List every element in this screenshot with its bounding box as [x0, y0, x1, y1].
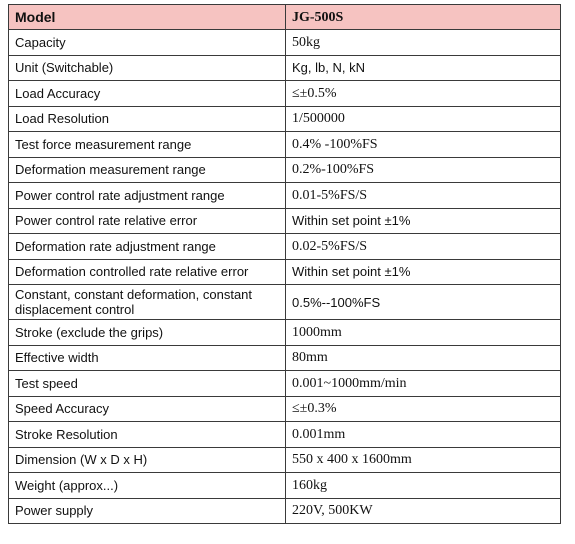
table-row: [9, 285, 561, 320]
table-row: [9, 371, 561, 397]
row-value: 0.02-5%FS/S: [286, 234, 561, 260]
table-row: [9, 498, 561, 524]
row-label: Stroke (exclude the grips): [9, 320, 286, 346]
header-label: [9, 5, 286, 30]
row-label: Deformation measurement range: [9, 157, 286, 183]
table-body: [9, 30, 561, 524]
table-row: [9, 30, 561, 56]
table-row: [9, 132, 561, 158]
row-value: 0.4% -100%FS: [286, 132, 561, 158]
table-row: [9, 447, 561, 473]
table-row: [9, 345, 561, 371]
row-label: Power control rate adjustment range: [9, 183, 286, 209]
table-row: [9, 422, 561, 448]
row-value: Kg, lb, N, kN: [286, 55, 561, 81]
row-value: 220V, 500KW: [286, 498, 561, 524]
row-label: Stroke Resolution: [9, 422, 286, 448]
row-label: Effective width: [9, 345, 286, 371]
row-label: Deformation controlled rate relative error: [9, 259, 286, 285]
row-label: Capacity: [9, 30, 286, 56]
row-value: 0.01-5%FS/S: [286, 183, 561, 209]
table-row: [9, 320, 561, 346]
row-value: 550 x 400 x 1600mm: [286, 447, 561, 473]
table-row: [9, 208, 561, 234]
table-row: [9, 259, 561, 285]
row-value: 0.5%--100%FS: [286, 285, 561, 320]
table-row: [9, 473, 561, 499]
header-value: [286, 5, 561, 30]
row-value: 50kg: [286, 30, 561, 56]
row-label: Load Accuracy: [9, 81, 286, 107]
row-value: Within set point ±1%: [286, 208, 561, 234]
row-label: Power supply: [9, 498, 286, 524]
table-header-row: [9, 5, 561, 30]
spec-table: [8, 4, 561, 524]
row-value: 0.001~1000mm/min: [286, 371, 561, 397]
table-row: [9, 183, 561, 209]
table-row: [9, 396, 561, 422]
row-value: 0.001mm: [286, 422, 561, 448]
row-value: ≤±0.3%: [286, 396, 561, 422]
table-row: [9, 55, 561, 81]
row-label: Dimension (W x D x H): [9, 447, 286, 473]
header-value-text: JG-500S: [292, 10, 344, 25]
row-label: Weight (approx...): [9, 473, 286, 499]
row-label: Speed Accuracy: [9, 396, 286, 422]
row-label: Power control rate relative error: [9, 208, 286, 234]
table-row: [9, 157, 561, 183]
table-row: [9, 106, 561, 132]
row-label: Test force measurement range: [9, 132, 286, 158]
row-value: Within set point ±1%: [286, 259, 561, 285]
table-row: [9, 234, 561, 260]
row-label: Constant, constant deformation, constant displacement control: [9, 285, 286, 320]
row-value: 1000mm: [286, 320, 561, 346]
row-label: Deformation rate adjustment range: [9, 234, 286, 260]
row-label: Load Resolution: [9, 106, 286, 132]
header-label-text: Model: [15, 8, 56, 25]
row-value: 160kg: [286, 473, 561, 499]
table-row: [9, 81, 561, 107]
row-label: Unit (Switchable): [9, 55, 286, 81]
row-value: ≤±0.5%: [286, 81, 561, 107]
row-value: 80mm: [286, 345, 561, 371]
row-value: 0.2%-100%FS: [286, 157, 561, 183]
row-value: 1/500000: [286, 106, 561, 132]
row-label: Test speed: [9, 371, 286, 397]
